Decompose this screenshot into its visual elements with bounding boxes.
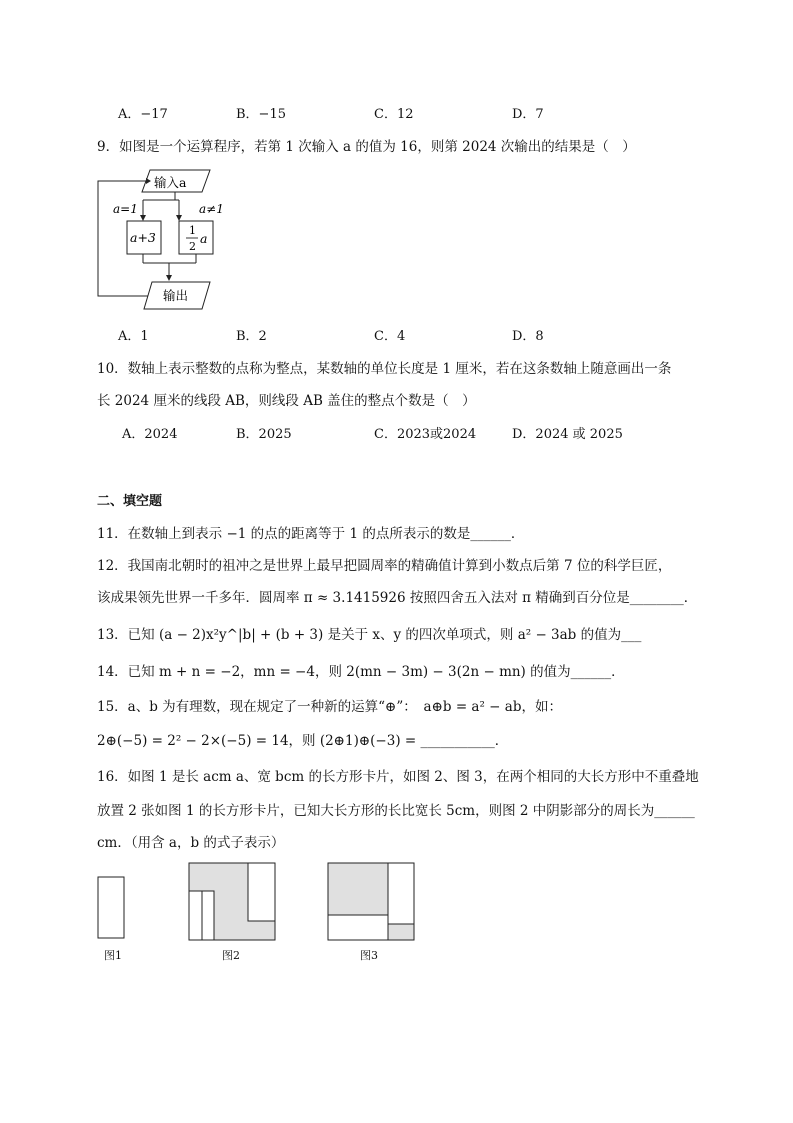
fig-label-1: 图1 xyxy=(104,949,122,962)
q9-option-b: B．2 xyxy=(236,329,267,344)
q8-option-b: B．−15 xyxy=(236,107,286,122)
q15-line1: 15．a、b 为有理数，现在规定了一种新的运算“⊕”： a⊕b = a² − ab，如： xyxy=(97,699,562,715)
flow-cond-right: a≠1 xyxy=(199,202,224,216)
q10-option-b: B．2025 xyxy=(236,427,292,442)
q9-option-c: C．4 xyxy=(374,329,406,344)
flow-arrow-right xyxy=(176,215,182,221)
q13-text: 13．已知 (a − 2)x²y^|b| + (b + 3) 是关于 x、y 的四次单项式，则 a² − 3ab 的值为___ xyxy=(97,627,642,643)
q12-line2: 该成果领先世界一千多年．圆周率 π ≈ 3.1415926 按照四舍五入法对 π 精确到百分位是________． xyxy=(97,590,698,606)
flow-cond-left: a=1 xyxy=(113,202,138,216)
q16-line1: 16．如图 1 是长 acm a、宽 bcm 的长方形卡片，如图 2、图 3，在两个相同的大长方形中不重叠地 xyxy=(97,769,699,785)
q9-option-a: A．1 xyxy=(118,329,149,344)
q10-option-d: D．2024 或 2025 xyxy=(512,427,623,442)
flow-arrow-left xyxy=(140,215,146,221)
q10-option-c: C．2023或2024 xyxy=(374,427,477,442)
q10-line1: 10．数轴上表示整数的点称为整点，某数轴的单位长度是 1 厘米，若在这条数轴上随意画出一条 xyxy=(97,361,672,377)
flow-arrow-output xyxy=(166,275,172,281)
fig-label-2: 图2 xyxy=(222,949,240,962)
q12-line1: 12．我国南北朝时的祖冲之是世界上最早把圆周率的精确值计算到小数点后第 7 位的科学巨匠， xyxy=(97,558,672,574)
q16-figure-3 xyxy=(327,862,417,942)
q8-option-d: D．7 xyxy=(512,107,544,122)
fig-label-3: 图3 xyxy=(360,949,378,962)
q10-line2: 长 2024 厘米的线段 AB，则线段 AB 盖住的整点个数是（ ） xyxy=(97,393,476,409)
flow-box-right xyxy=(179,221,213,254)
q16-line2: 放置 2 张如图 1 的长方形卡片，已知大长方形的长比宽长 5cm，则图 2 中阴影部分的周长为______ xyxy=(97,803,695,819)
q15-line2: 2⊕(−5) = 2² − 2×(−5) = 14，则 (2⊕1)⊕(−3) = ___________． xyxy=(97,733,509,749)
section-title-fill-blank: 二、填空题 xyxy=(97,494,163,509)
q16-figure-2 xyxy=(188,862,278,942)
q16-line3: cm．（用含 a，b 的式子表示） xyxy=(97,835,285,851)
flow-box-right-den: 2 xyxy=(189,240,196,253)
q9-option-d: D．8 xyxy=(512,329,544,344)
flow-input-label: 输入a xyxy=(154,175,187,190)
fig3-card-bottom xyxy=(328,915,388,940)
flow-box-right-num: 1 xyxy=(189,224,196,237)
q16-figure-1 xyxy=(97,876,127,940)
q11-text: 11．在数轴上到表示 −1 的点的距离等于 1 的点所表示的数是______． xyxy=(97,526,525,542)
q9-stem: 9．如图是一个运算程序，若第 1 次输入 a 的值为 16，则第 2024 次输出的结果是（ ） xyxy=(97,139,636,155)
flow-box-left-label: a+3 xyxy=(130,230,156,245)
fig3-card-right xyxy=(388,863,414,924)
q9-flowchart xyxy=(95,168,235,313)
q14-text: 14．已知 m + n = −2，mn = −4，则 2(mn − 3m) − 3(2n − mn) 的值为______． xyxy=(97,664,625,680)
q10-option-a: A．2024 xyxy=(122,427,178,442)
q8-option-a: A．−17 xyxy=(118,107,168,122)
q8-option-c: C．12 xyxy=(374,107,414,122)
flow-box-right-var: a xyxy=(200,231,208,246)
flow-output-label: 输出 xyxy=(163,288,189,303)
fig2-card-right xyxy=(248,863,275,921)
